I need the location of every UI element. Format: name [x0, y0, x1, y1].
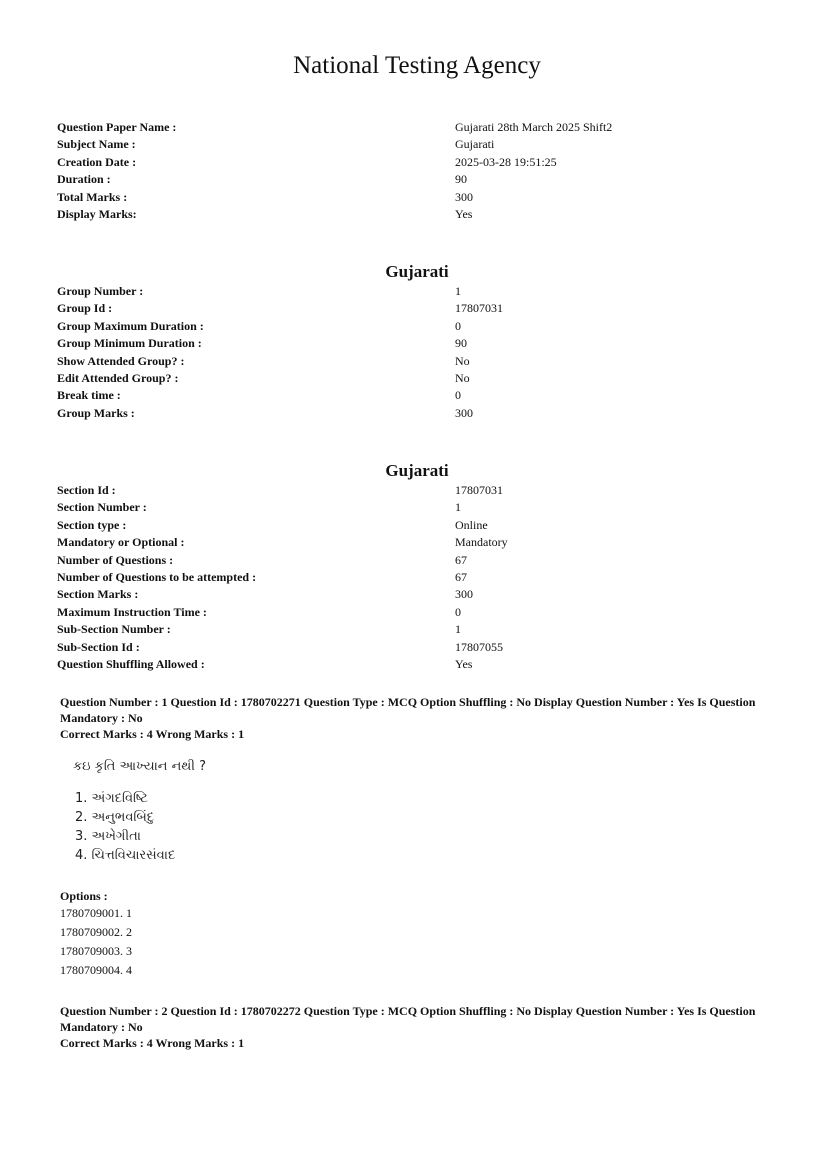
info-row: [57, 586, 777, 603]
info-value: 300: [455, 405, 473, 420]
info-key: Creation Date :: [57, 154, 137, 169]
info-value: 17807055: [455, 639, 503, 654]
section-heading: Gujarati: [385, 461, 449, 480]
info-value: Yes: [455, 206, 473, 221]
info-key: Group Number :: [57, 284, 144, 298]
question-item: 2. અનુભવબિંદુ: [75, 810, 155, 825]
info-row: [57, 482, 777, 499]
question-item: 4. ચિત્તવિચારસંવાદ: [75, 848, 176, 863]
info-value: 67: [455, 569, 467, 584]
info-key: Question Shuffling Allowed :: [57, 656, 205, 671]
info-key: Total Marks :: [57, 189, 128, 204]
info-value: Gujarati: [455, 137, 495, 152]
group-info-table: [57, 283, 777, 422]
info-value: 67: [455, 552, 467, 567]
group-heading: Gujarati: [385, 262, 449, 281]
info-key: Subject Name :: [57, 137, 136, 152]
question-1-options: [60, 904, 132, 980]
info-row: [57, 206, 777, 223]
info-key: Group Id :: [57, 301, 113, 316]
question-2-marks: Correct Marks : 4 Wrong Marks : 1: [60, 1036, 245, 1050]
info-row: [57, 656, 777, 673]
question-1-marks: Correct Marks : 4 Wrong Marks : 1: [60, 727, 245, 741]
info-row: [57, 552, 777, 569]
info-value: 300: [455, 189, 473, 204]
info-key: Duration :: [57, 172, 111, 187]
info-key: Mandatory or Optional :: [57, 535, 185, 550]
info-key: Maximum Instruction Time :: [57, 604, 207, 619]
section-info-table: [57, 482, 777, 673]
info-row: [57, 387, 777, 404]
info-key: Number of Questions to be attempted :: [57, 569, 257, 584]
page-title: National Testing Agency: [293, 52, 541, 79]
info-value: 1: [455, 284, 461, 298]
info-value: Yes: [455, 656, 473, 671]
info-row: [57, 300, 777, 317]
info-value: 90: [455, 172, 467, 187]
info-row: [57, 335, 777, 352]
info-row: [57, 604, 777, 621]
info-row: [57, 405, 777, 422]
question-1-text: કઇ કૃતિ આખ્યાન નથી ?: [73, 759, 207, 774]
info-value: 17807031: [455, 483, 503, 497]
info-value: No: [455, 370, 470, 385]
info-value: 2025-03-28 19:51:25: [455, 154, 557, 169]
info-value: 90: [455, 336, 467, 351]
question-item: 3. અખેગીતા: [75, 829, 141, 844]
info-row: [57, 154, 777, 171]
info-key: Sub-Section Number :: [57, 622, 171, 637]
info-value: No: [455, 353, 470, 368]
info-value: 300: [455, 587, 473, 602]
question-1-header: Question Number : 1 Question Id : 1780702271 Question Type : MCQ Option Shuffling : No Display Question Number : Yes Is Question Mandatory : No: [60, 695, 756, 725]
info-row: [57, 517, 777, 534]
info-key: Edit Attended Group? :: [57, 370, 179, 385]
info-value: Mandatory: [455, 535, 508, 550]
info-value: 0: [455, 318, 461, 333]
info-row: [57, 499, 777, 516]
paper-info-table: [57, 119, 777, 223]
info-key: Question Paper Name :: [57, 120, 177, 134]
info-key: Group Maximum Duration :: [57, 318, 204, 333]
info-key: Section type :: [57, 517, 127, 532]
info-key: Section Number :: [57, 500, 147, 515]
info-value: 1: [455, 500, 461, 515]
info-row: [57, 621, 777, 638]
info-value: 0: [455, 604, 461, 619]
info-row: [57, 639, 777, 656]
option-item: 1780709002. 2: [60, 925, 132, 939]
info-key: Group Minimum Duration :: [57, 336, 202, 351]
info-key: Section Marks :: [57, 587, 139, 602]
info-row: [57, 353, 777, 370]
question-item: 1. અંગદવિષ્ટિ: [75, 791, 148, 806]
info-key: Group Marks :: [57, 405, 135, 420]
option-item: 1780709003. 3: [60, 944, 132, 958]
info-key: Display Marks:: [57, 206, 137, 221]
info-key: Section Id :: [57, 483, 116, 497]
info-value: Gujarati 28th March 2025 Shift2: [455, 120, 613, 134]
info-key: Number of Questions :: [57, 552, 174, 567]
option-item: 1780709001. 1: [60, 906, 132, 920]
info-key: Show Attended Group? :: [57, 353, 185, 368]
info-value: 17807031: [455, 301, 503, 316]
info-value: Online: [455, 517, 488, 532]
options-title: Options :: [60, 889, 108, 903]
info-row: [57, 171, 777, 188]
info-value: 1: [455, 622, 461, 637]
info-value: 0: [455, 388, 461, 403]
question-2-header: Question Number : 2 Question Id : 1780702272 Question Type : MCQ Option Shuffling : No Display Question Number : Yes Is Question Mandatory : No: [60, 1004, 756, 1034]
info-row: [57, 283, 777, 300]
option-item: 1780709004. 4: [60, 963, 132, 977]
info-row: [57, 534, 777, 551]
info-row: [57, 119, 777, 136]
info-row: [57, 569, 777, 586]
info-row: [57, 318, 777, 335]
info-row: [57, 136, 777, 153]
info-row: [57, 370, 777, 387]
info-row: [57, 189, 777, 206]
info-key: Break time :: [57, 388, 121, 403]
info-key: Sub-Section Id :: [57, 639, 140, 654]
question-1-items: [75, 789, 175, 865]
